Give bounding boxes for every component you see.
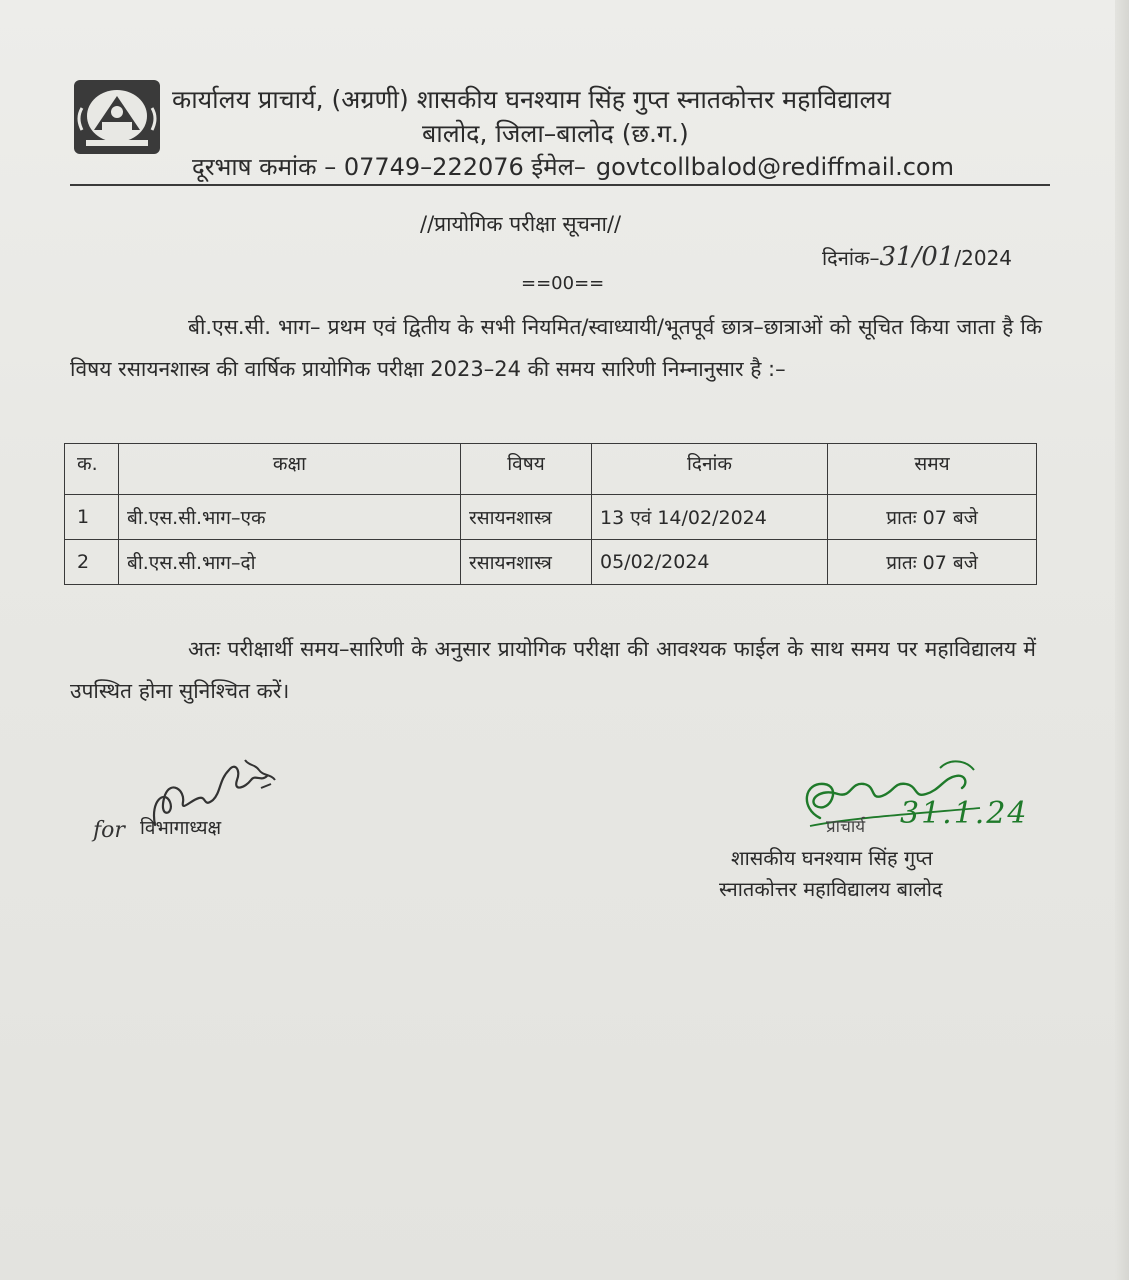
principal-label: प्राचार्य bbox=[826, 817, 866, 837]
college-name-line2: स्नातकोत्तर महाविद्यालय बालोद bbox=[719, 877, 943, 901]
date-label: दिनांक– bbox=[822, 246, 880, 270]
hod-label: विभागाध्यक्ष bbox=[140, 817, 222, 839]
header-date: दिनांक bbox=[592, 444, 828, 495]
header-email: govtcollbalod@rediffmail.com bbox=[595, 153, 954, 181]
cell-subject: रसायनशास्त्र bbox=[461, 495, 592, 540]
cell-subject: रसायनशास्त्र bbox=[461, 540, 592, 585]
notice-title: //प्रायोगिक परीक्षा सूचना// bbox=[420, 212, 622, 236]
header-subject: विषय bbox=[461, 444, 592, 495]
cell-class: बी.एस.सी.भाग–एक bbox=[119, 495, 461, 540]
header-address: बालोद, जिला–बालोद (छ.ग.) bbox=[422, 119, 689, 148]
notice-date bbox=[822, 242, 1012, 272]
cell-date: 13 एवं 14/02/2024 bbox=[592, 495, 828, 540]
header-serial: क. bbox=[65, 444, 119, 495]
date-handwritten: 31/01 bbox=[879, 242, 955, 272]
cell-serial: 1 bbox=[65, 495, 119, 540]
cell-time: प्रातः 07 बजे bbox=[828, 540, 1037, 585]
cell-serial: 2 bbox=[65, 540, 119, 585]
header-contact bbox=[192, 150, 954, 183]
college-name-line1: शासकीय घनश्याम सिंह गुप्त bbox=[731, 846, 933, 870]
exam-schedule-table bbox=[64, 443, 1037, 585]
table-row bbox=[65, 540, 1037, 585]
college-emblem-icon bbox=[72, 78, 162, 156]
cell-time: प्रातः 07 बजे bbox=[828, 495, 1037, 540]
header-office-name: कार्यालय प्राचार्य, (अग्रणी) शासकीय घनश्याम सिंह गुप्त स्नातकोत्तर महाविद्यालय bbox=[172, 85, 891, 114]
header-divider bbox=[70, 184, 1050, 186]
cell-class: बी.एस.सी.भाग–दो bbox=[119, 540, 461, 585]
cell-date: 05/02/2024 bbox=[592, 540, 828, 585]
header-time: समय bbox=[828, 444, 1037, 495]
header-phone: दूरभाष कमांक – 07749–222076 ईमेल– bbox=[192, 153, 586, 181]
hod-signature-for: for bbox=[93, 818, 125, 843]
page-edge-shadow bbox=[1115, 0, 1129, 1280]
principal-signature-date: 31.1.24 bbox=[900, 796, 1029, 831]
closing-paragraph: अतः परीक्षार्थी समय–सारिणी के अनुसार प्रायोगिक परीक्षा की आवश्यक फाईल के साथ समय पर महाविद्यालय में उपस्थित होना सुनिश्चित करें। bbox=[70, 637, 1036, 703]
header-class: कक्षा bbox=[119, 444, 461, 495]
table-header-row bbox=[65, 444, 1037, 495]
intro-paragraph: बी.एस.सी. भाग– प्रथम एवं द्वितीय के सभी नियमित/स्वाध्यायी/भूतपूर्व छात्र–छात्राओं को सूचित किया जाता है कि विषय रसायनशास्त्र की वार्षिक प्रायोगिक परीक्षा 2023–24 की समय सारिणी निम्नानुसार है :– bbox=[70, 315, 1042, 381]
notice-separator: ==00== bbox=[521, 273, 605, 294]
date-year: /2024 bbox=[954, 246, 1013, 270]
table-row bbox=[65, 495, 1037, 540]
